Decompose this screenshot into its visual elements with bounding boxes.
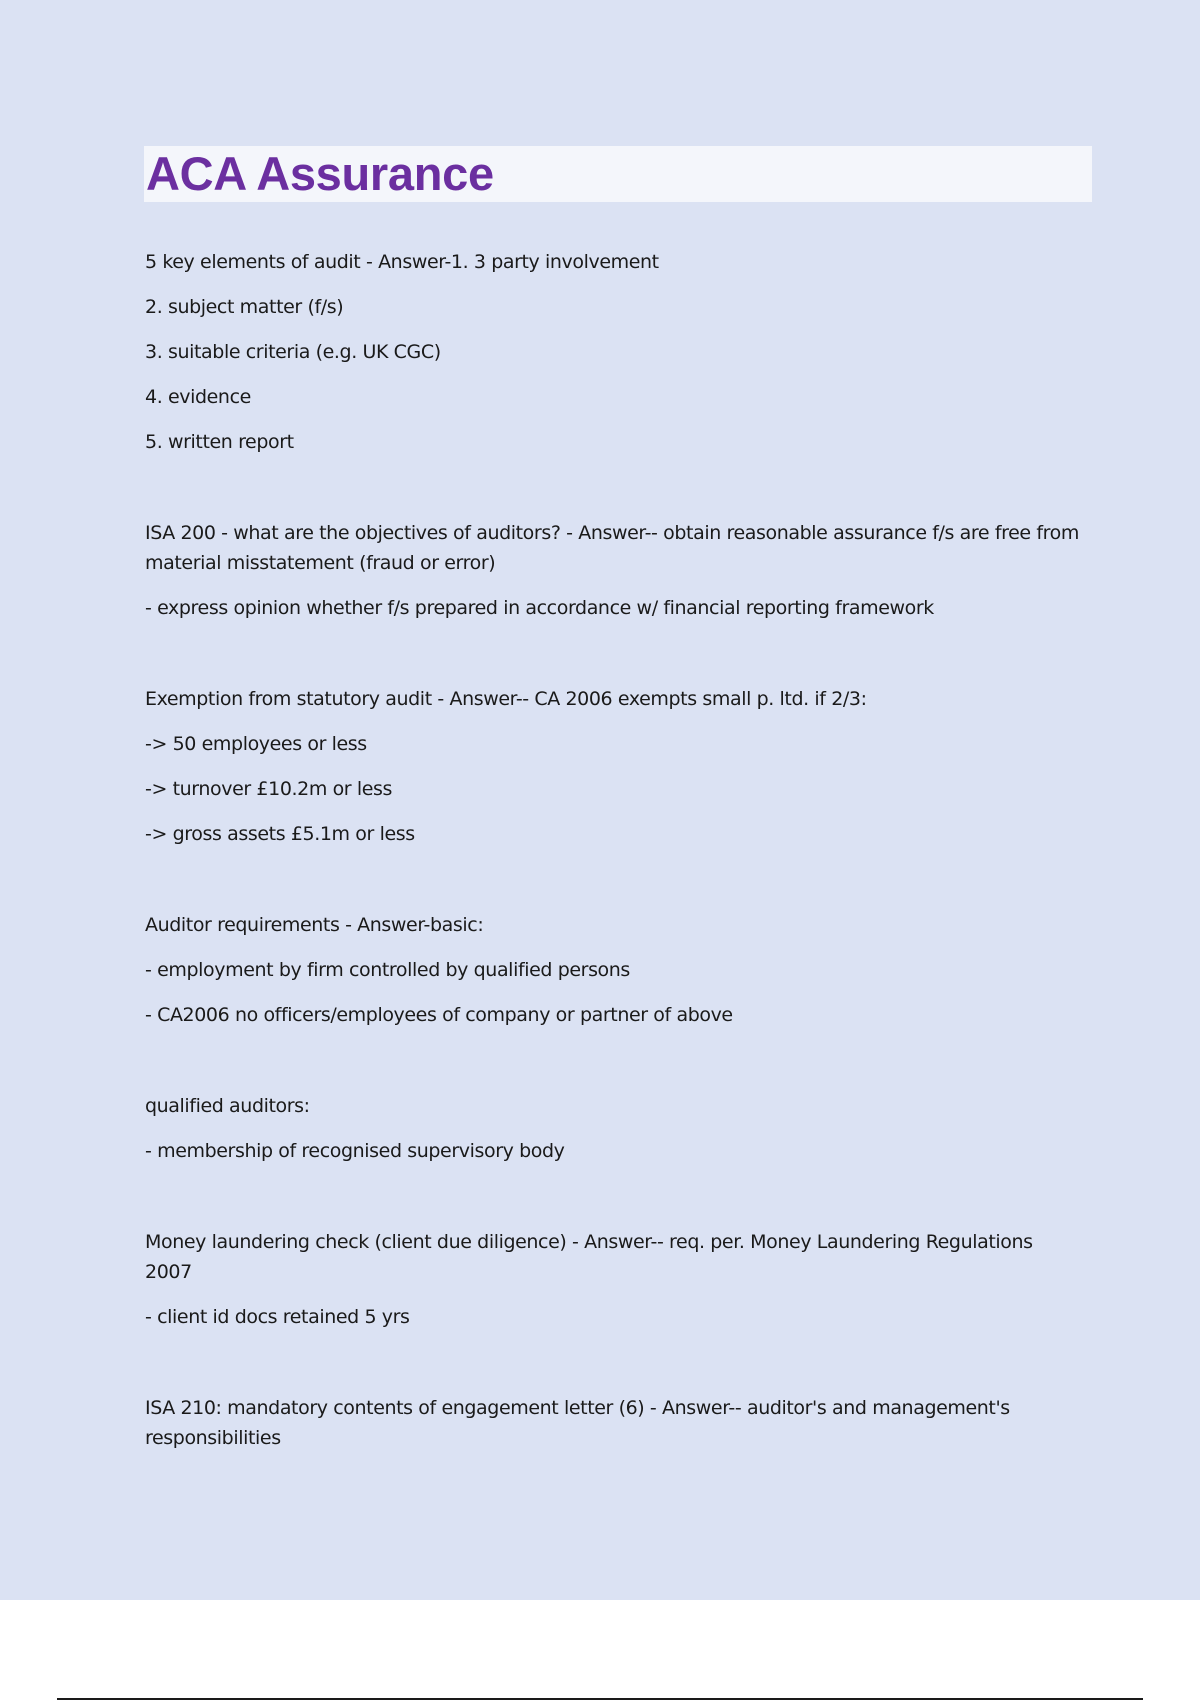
qa-section [145,1227,1085,1332]
section-spacer [145,472,1085,518]
text-line: - client id docs retained 5 yrs [145,1306,410,1328]
section-spacer [145,1181,1085,1227]
qa-section [145,1393,1085,1453]
qa-section [145,1091,1085,1166]
qa-section [145,684,1085,849]
document-body [145,247,1085,1468]
qa-section [145,247,1085,457]
text-line: Exemption from statutory audit - Answer-- CA 2006 exempts small p. ltd. if 2/3: [145,688,867,710]
page-title: ACA Assurance [146,147,494,200]
text-line: -> turnover £10.2m or less [145,778,393,800]
section-spacer [145,1347,1085,1393]
section-spacer [145,638,1085,684]
text-line: 5. written report [145,431,294,453]
qa-section [145,518,1085,623]
text-line: Auditor requirements - Answer-basic: [145,914,484,936]
text-line: 2. subject matter (f/s) [145,296,344,318]
title-banner [144,146,1092,202]
text-line: qualified auditors: [145,1095,310,1117]
text-line: 4. evidence [145,386,251,408]
qa-section [145,910,1085,1030]
text-line: -> 50 employees or less [145,733,367,755]
text-line: - employment by firm controlled by qualified persons [145,959,630,981]
text-line: - express opinion whether f/s prepared in accordance w/ financial reporting framework [145,597,934,619]
section-spacer [145,864,1085,910]
section-spacer [145,1045,1085,1091]
text-line: 3. suitable criteria (e.g. UK CGC) [145,341,441,363]
text-line: -> gross assets £5.1m or less [145,823,415,845]
text-line: - CA2006 no officers/employees of company or partner of above [145,1004,733,1026]
text-line: - membership of recognised supervisory body [145,1140,565,1162]
text-line: ISA 200 - what are the objectives of auditors? - Answer-- obtain reasonable assurance f/s are free from material misstatement (fraud or error) [145,522,1079,574]
text-line: 5 key elements of audit - Answer-1. 3 party involvement [145,251,659,273]
text-line: ISA 210: mandatory contents of engagement letter (6) - Answer-- auditor's and management's responsibilities [145,1397,1010,1449]
text-line: Money laundering check (client due diligence) - Answer-- req. per. Money Laundering Regulations 2007 [145,1231,1033,1283]
